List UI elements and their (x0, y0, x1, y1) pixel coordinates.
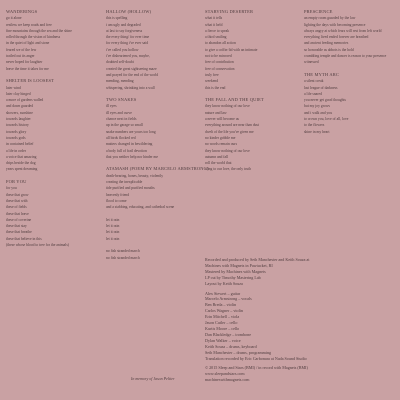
lyric-line: that you neither help nor hinder me (106, 154, 159, 159)
lyric-line: later clay hinged (6, 91, 31, 96)
lyric-line: and prayed for the end of the world (106, 72, 159, 77)
stanza (205, 15, 264, 91)
lyric-line: autumn and fall (205, 154, 229, 159)
lyric-line: these of fields (6, 205, 27, 210)
lyrics-column-4 (304, 9, 386, 135)
lyric-line: everything lived ended forever are breathed (304, 35, 369, 40)
credit-line: Jason Cutler – cello (205, 320, 238, 326)
lyric-line: weekend (205, 79, 219, 84)
lyric-line: last league of darkness (304, 85, 338, 90)
credits (205, 257, 309, 383)
lyric-line: for every thing i've ever said (106, 41, 149, 46)
credit-line: Seth Manchester – drums, programming (205, 349, 272, 355)
lyric-line: up in the garage so small (106, 123, 143, 128)
lyric-line: for you (6, 186, 17, 191)
song-title: SHELTER IS LOOSEST (6, 78, 55, 84)
lyric-line: you never get good thoughts (304, 98, 346, 103)
credit-line: Mastered by Machines with Magnets (205, 268, 266, 274)
song-title: THE MYTH ARC (304, 71, 340, 77)
lyric-line: these that believe in this (6, 236, 42, 241)
lyric-line: showers, sunshine (6, 110, 33, 115)
stanza (6, 185, 72, 248)
credit-line: Alex Siewert – guitar (205, 290, 241, 296)
lyric-line: a more of gardens walled (6, 98, 44, 103)
stanza (106, 15, 209, 91)
lyric-line: roll the world that (205, 161, 232, 166)
stanza (106, 173, 209, 211)
song-title: HALLOW (HOLLOW) (106, 9, 152, 14)
lyrics-column-1 (6, 9, 72, 248)
song-title: THE FALL AND THE QUIET (205, 97, 264, 103)
copyright-notice (205, 365, 309, 383)
lyric-line: and ancient feeding memories (304, 41, 349, 46)
lyric-line: to abandon all action (205, 41, 236, 46)
lyric-line: a never will become us (205, 117, 239, 122)
lyric-line: created the great sightseeing maze (106, 66, 157, 71)
credit-line: Erin Mitchell – viola (205, 314, 240, 320)
lyrics-column-2 (106, 9, 209, 261)
lyric-line: ill eyes and curve (106, 110, 132, 115)
stanza (106, 217, 209, 242)
song-section (106, 9, 209, 91)
lyric-line: later wind (6, 85, 21, 90)
credit-line: Machines with Magnets in Pawtucket, RI (205, 262, 273, 268)
song-section (205, 9, 264, 91)
lyric-line: death-bearing, bones, beauty, violently (106, 173, 164, 178)
stanza (106, 103, 209, 160)
lyric-line: go it alone (6, 16, 22, 21)
lyric-line: to crown you, love of all, love (304, 117, 349, 122)
lyric-line: truly free (205, 72, 219, 77)
song-title: FOR YOU (6, 179, 27, 185)
song-title: PRESCIENCE (304, 9, 333, 14)
song-section (304, 9, 386, 66)
lyric-line: nature and law (205, 110, 227, 115)
lyric-line: not to be mirrored (205, 54, 232, 59)
stanza (106, 248, 209, 261)
lyric-line: whispering, shrinking into a wall (106, 85, 155, 90)
lyric-line: a life in order (6, 148, 26, 153)
lyric-line: rolled through the vision of kindness (6, 35, 61, 40)
lyric-line: fine mountains through the sea and the shine (6, 28, 72, 33)
lyric-line: a voice that amazing (6, 154, 37, 159)
lyric-line: what it tells (205, 16, 223, 21)
lyric-line: towards history (6, 123, 29, 128)
lyric-line: to give a coffin-lid with an intimate (205, 47, 258, 52)
lyric-line: never hoped for laughter (6, 60, 43, 65)
lyric-line: these that with (6, 198, 28, 203)
lyric-line: these that grow (6, 192, 29, 197)
lyric-line: this is spelling (106, 16, 128, 21)
lyric-line: doubted self-doubt (106, 60, 134, 65)
credit-line: Dylan Walker – voice (205, 337, 241, 343)
credit-line: Kurtis Moore – cello (205, 325, 240, 331)
lyric-line: always angry at which fears will rest from left world (304, 28, 382, 33)
lyric-line: let it rain (106, 217, 120, 222)
stanza (205, 103, 264, 172)
lyric-line: heavenly friend (106, 192, 130, 197)
credit-line: Recorded and produced by Seth Manchester and Keith Souza at (205, 257, 310, 262)
credit-line: Layout by Keith Souza (205, 280, 243, 286)
lyric-line: free of contribution (205, 60, 234, 65)
lyric-line: matters changed in bewildering (106, 142, 153, 147)
lyric-line: ill eyes (106, 104, 117, 109)
production-credits (205, 257, 309, 287)
song-title: WANDERINGS (6, 9, 38, 14)
lyric-line: a silent creak (304, 79, 324, 84)
lyric-line: lighting the days with becoming presence (304, 22, 366, 27)
lyric-line: free of conservation (205, 66, 235, 71)
credit-line: Marcelo Armstrong – vocals (205, 296, 252, 302)
credit-line: Translation recorded by Eric Carbonara at Nada Sound Studio (205, 355, 307, 361)
credit-line: LP cut by Timothy Mastering Lab (205, 274, 261, 280)
lyric-line: an empty room guarded by the law (304, 16, 356, 21)
lyric-line: a life snared (304, 91, 323, 96)
lyric-line: a fierce to speak (205, 28, 230, 33)
song-section (106, 166, 209, 260)
lyric-line: they know nothing of our love (205, 148, 250, 153)
song-section (106, 97, 209, 160)
lyric-line: trailed out its anger (6, 54, 35, 59)
song-section (6, 9, 72, 72)
lyric-line: no fish stranded march (106, 249, 140, 254)
stanza (304, 78, 386, 135)
lyric-line: (these whose blood to tree for the animals) (6, 242, 69, 247)
lyric-line: in contained belief (6, 142, 34, 147)
lyric-line: these that leave (6, 211, 29, 216)
lyric-line: what it held (205, 22, 223, 27)
lyric-line: they know nothing of our love (205, 104, 250, 109)
lyric-line: to the flowers (304, 123, 325, 128)
lyric-line: all birds flocked red (106, 135, 136, 140)
lyric-line: tide purified and purified mouths (106, 186, 155, 191)
credit-line: Keith Souza – drums, keyboard (205, 343, 257, 349)
credit-line: Dan Blackledge – trombone (205, 331, 252, 337)
song-title: TWO SNAKES (106, 97, 137, 103)
lyric-line: let it rain (106, 224, 120, 229)
lyric-line: everything around are near than dust (205, 123, 259, 128)
lyric-line: i've called you hollow (106, 47, 139, 52)
lyric-line: the every thing/ for ever time (106, 35, 150, 40)
lyric-line: no words remain ours (205, 142, 238, 147)
lyric-line: at last to say forgiveness (106, 28, 143, 33)
lyric-line: these of coverine (6, 217, 32, 222)
lyric-line: leave the time it takes for me (6, 66, 49, 71)
lyric-line: feared we of the few (6, 47, 37, 52)
lyric-line: shine in my heart (304, 129, 330, 134)
lyric-line: towards glory (6, 129, 27, 134)
lyric-line: so honorable as abbots is the hold (304, 47, 354, 52)
lyric-line: snake numbers are yours too long (106, 129, 156, 134)
dedication: In memory of Jason Peltier (131, 376, 175, 381)
lyric-line: a body full of frail devotion (106, 148, 147, 153)
lyric-line: but my joy grows (304, 104, 330, 109)
lyric-line: a third smiling (205, 35, 227, 40)
lyric-line: i am ugly and degraded (106, 22, 141, 27)
song-section (205, 97, 264, 173)
lyric-line: flood to come (106, 198, 127, 203)
stanza (6, 15, 72, 72)
credit-line: machineswithmagnets.com (205, 377, 250, 383)
lyric-line: restless we keep roads and free (6, 22, 52, 27)
lyric-line: let it rain (106, 230, 120, 235)
lyric-line: chance next in fields (106, 117, 137, 122)
lyrics-column-3 (205, 9, 264, 173)
lyric-line: these that stay (6, 224, 27, 229)
lyric-line: no kinder gobble me (205, 135, 236, 140)
lyric-line: cling to our love, the only truth (205, 167, 251, 172)
lyric-line: witnessed (304, 60, 319, 65)
lyric-line: crumbling temple and dancer is reason to your presence (304, 54, 387, 59)
lyric-line: this is the end (205, 85, 226, 90)
song-section (6, 78, 72, 172)
credit-line: Carlos Wagner – violin (205, 308, 243, 314)
song-title: STARVING DESERTER (205, 9, 254, 14)
song-section (6, 179, 72, 248)
lyric-line: and a stabbing, educating, and cathedral scene (106, 205, 175, 210)
song-section (304, 72, 386, 135)
lyric-line: towards laughter (6, 117, 31, 122)
song-title: ATAMASH (POEM BY MARCELO ARMSTRONG) (106, 166, 209, 172)
lyric-line: dwelt of the life you've given me (205, 129, 254, 134)
lyric-line: and i walk and you (304, 110, 333, 115)
credit-line: © 2015 Sleep and Stars (BMI) / in record with Magnets (BMI) (205, 365, 308, 371)
lyric-line: creating the inexplicable (106, 180, 143, 185)
lyric-line: no fish stranded march (106, 255, 140, 260)
lyric-line: in the quiet of light and stone (6, 41, 50, 46)
lyric-line: drips beside the dog (6, 161, 36, 166)
lyric-line: mending, mending (106, 79, 134, 84)
stanza (304, 15, 386, 65)
lyric-line: these that breathe (6, 230, 32, 235)
lyric-line: i've disheartened you, maybe, (106, 54, 150, 59)
credit-line: Ben Breda – violin (205, 302, 237, 308)
stanza (6, 85, 72, 173)
lyric-line: let it rain (106, 236, 120, 241)
lyric-line: towards gods (6, 135, 26, 140)
lyric-line: and dawn guarded (6, 104, 34, 109)
personnel-credits (205, 291, 309, 362)
lyric-line: years spent dreaming (6, 167, 38, 172)
credit-line: www.sleepandstars.com (205, 371, 245, 377)
